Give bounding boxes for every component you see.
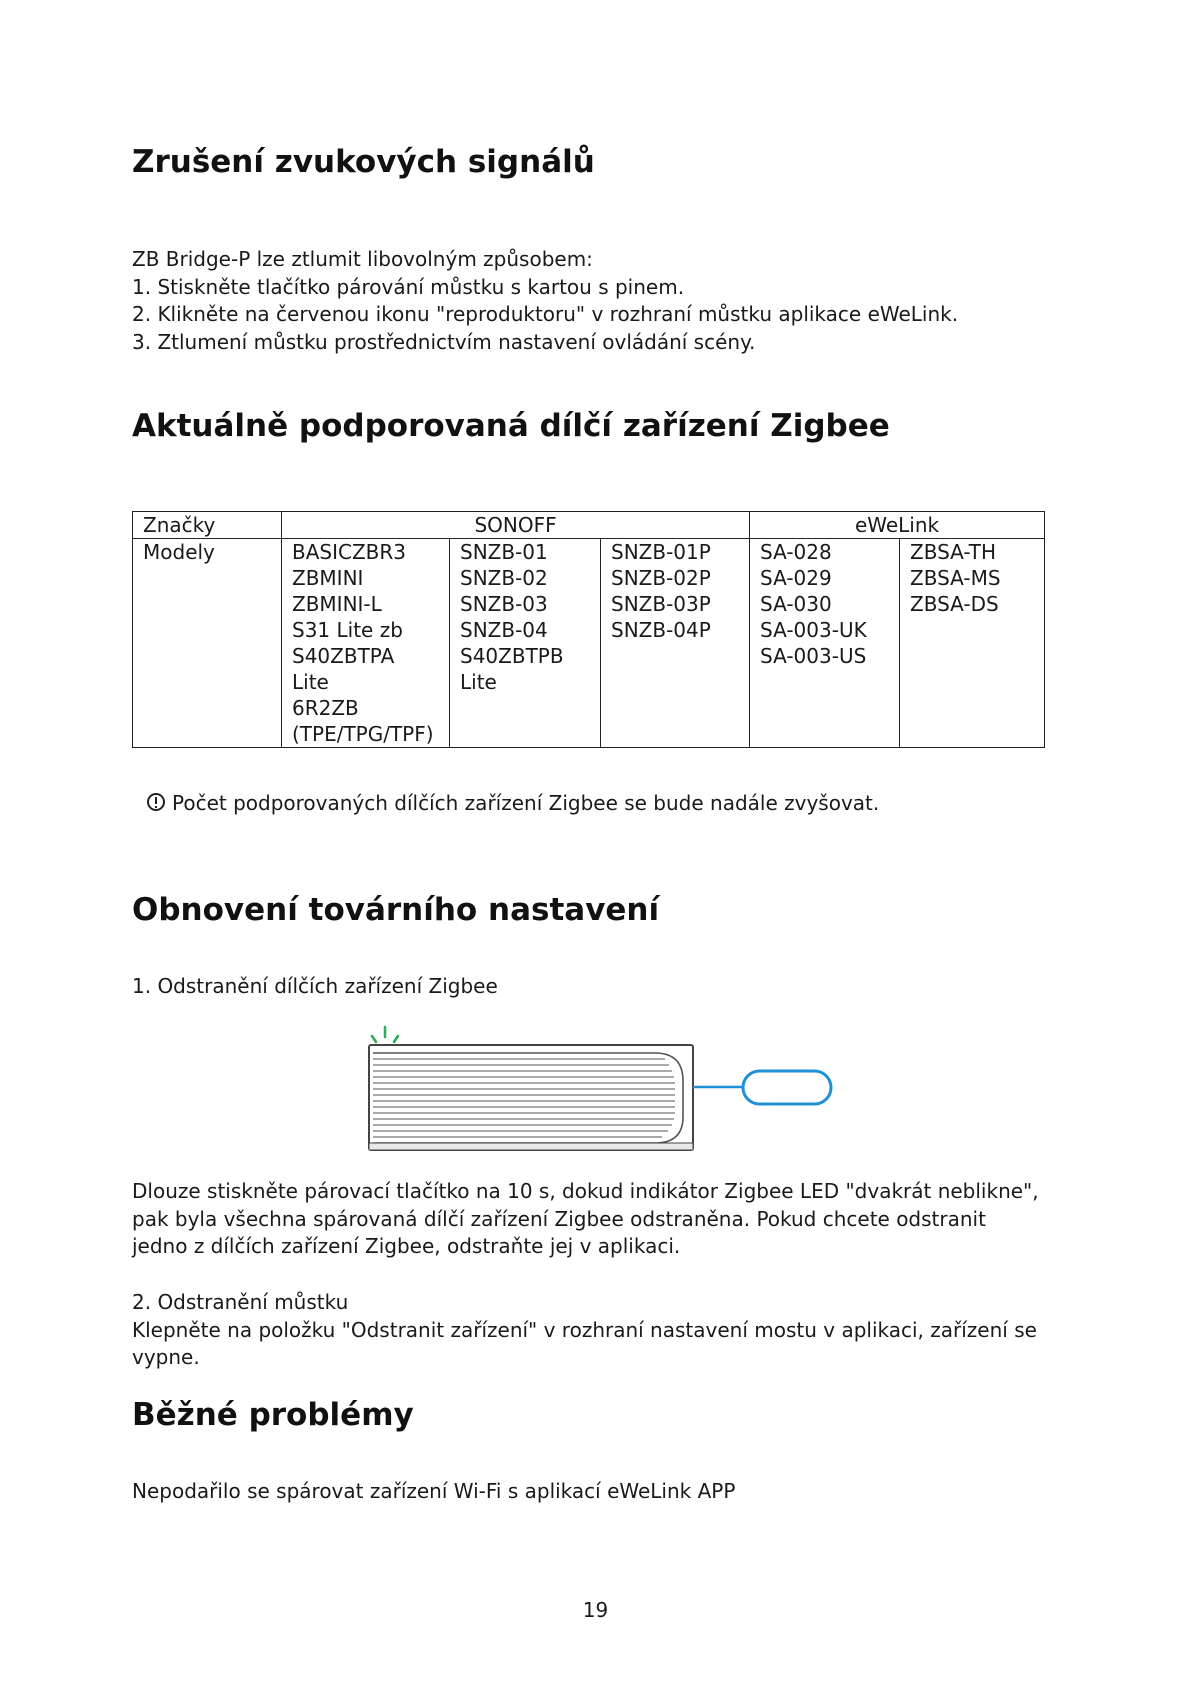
model-item: BASICZBR3 — [292, 540, 407, 564]
bridge-device-icon — [369, 1045, 693, 1150]
model-item: ZBSA-MS — [910, 566, 1001, 590]
model-item: SA-030 — [760, 592, 832, 616]
model-item: SA-003-UK — [760, 618, 867, 642]
brand-ewelink: eWeLink — [854, 513, 940, 537]
brands-label: Značky — [143, 513, 216, 537]
mute-instructions — [132, 246, 958, 356]
brands-label-cell — [133, 512, 282, 539]
model-item: 6R2ZB — [292, 696, 359, 720]
heading-common-problems: Běžné problémy — [132, 1397, 414, 1433]
table-row-models — [133, 539, 1045, 748]
models-column-3 — [601, 539, 750, 748]
model-item: SA-003-US — [760, 644, 867, 668]
models-column-1 — [282, 539, 450, 748]
models-column-2 — [450, 539, 601, 748]
model-item: (TPE/TPG/TPF) — [292, 722, 434, 746]
model-item: SNZB-01P — [611, 540, 711, 564]
page-number: 19 — [582, 1598, 609, 1622]
supported-devices-note: Počet podporovaných dílčích zařízení Zigbee se bude nadále zvyšovat. — [172, 791, 880, 815]
brand-sonoff-cell — [282, 512, 750, 539]
model-item: SA-028 — [760, 540, 832, 564]
problem-wifi-pairing: Nepodařilo se spárovat zařízení Wi-Fi s aplikací eWeLink APP — [132, 1479, 736, 1503]
model-item: SNZB-01 — [460, 540, 548, 564]
heading-supported-devices: Aktuálně podporovaná dílčí zařízení Zigbee — [132, 408, 890, 444]
step2-line: vypne. — [132, 1345, 200, 1369]
supported-devices-table — [132, 511, 1045, 748]
models-label-cell — [133, 539, 282, 748]
model-item: Lite — [460, 670, 497, 694]
step2-title: 2. Odstranění můstku — [132, 1290, 349, 1314]
led-blink-icon — [372, 1027, 398, 1042]
model-item: SNZB-03 — [460, 592, 548, 616]
model-item: SNZB-03P — [611, 592, 711, 616]
model-item: ZBSA-TH — [910, 540, 997, 564]
model-item: SA-029 — [760, 566, 832, 590]
step1-description — [132, 1178, 1039, 1261]
mute-step-3: 3. Ztlumení můstku prostřednictvím nastavení ovládání scény. — [132, 329, 756, 354]
heading-factory-reset: Obnovení továrního nastavení — [132, 892, 660, 928]
models-column-5 — [900, 539, 1045, 748]
model-item: SNZB-02P — [611, 566, 711, 590]
model-item: S40ZBTPA — [292, 644, 395, 668]
step2-line: Klepněte na položku "Odstranit zařízení" v rozhraní nastavení mostu v aplikaci, zařízení se — [132, 1317, 1037, 1342]
reset-pin-icon — [693, 1071, 831, 1104]
bridge-illustration — [365, 1023, 845, 1155]
models-label: Modely — [143, 540, 215, 564]
step1-title: 1. Odstranění dílčích zařízení Zigbee — [132, 974, 498, 998]
model-item: SNZB-04P — [611, 618, 711, 642]
models-column-4 — [750, 539, 900, 748]
model-item: S31 Lite zb — [292, 618, 403, 642]
model-item: SNZB-02 — [460, 566, 548, 590]
model-item: ZBSA-DS — [910, 592, 999, 616]
mute-intro: ZB Bridge-P lze ztlumit libovolným způsobem: — [132, 247, 593, 271]
step1-line: Dlouze stiskněte párovací tlačítko na 10 s, dokud indikátor Zigbee LED "dvakrát neblikne", — [132, 1179, 1039, 1203]
step1-line: jedno z dílčích zařízení Zigbee, odstraňte jej v aplikaci. — [132, 1234, 681, 1258]
model-item: ZBMINI — [292, 566, 364, 590]
mute-step-1: 1. Stiskněte tlačítko párování můstku s kartou s pinem. — [132, 274, 685, 299]
heading-mute-sounds: Zrušení zvukových signálů — [132, 144, 595, 180]
model-item: ZBMINI-L — [292, 592, 382, 616]
step2-block — [132, 1289, 1037, 1372]
model-item: SNZB-04 — [460, 618, 548, 642]
brand-sonoff: SONOFF — [474, 513, 557, 537]
step1-line: pak byla všechna spárovaná dílčí zařízení Zigbee odstraněna. Pokud chcete odstranit — [132, 1206, 986, 1231]
model-item: S40ZBTPB — [460, 644, 564, 668]
info-exclamation-icon — [147, 793, 165, 811]
model-item: Lite — [292, 670, 329, 694]
mute-step-2: 2. Klikněte na červenou ikonu "reproduktoru" v rozhraní můstku aplikace eWeLink. — [132, 302, 959, 326]
table-row-brands — [133, 512, 1045, 539]
brand-ewelink-cell — [750, 512, 1045, 539]
